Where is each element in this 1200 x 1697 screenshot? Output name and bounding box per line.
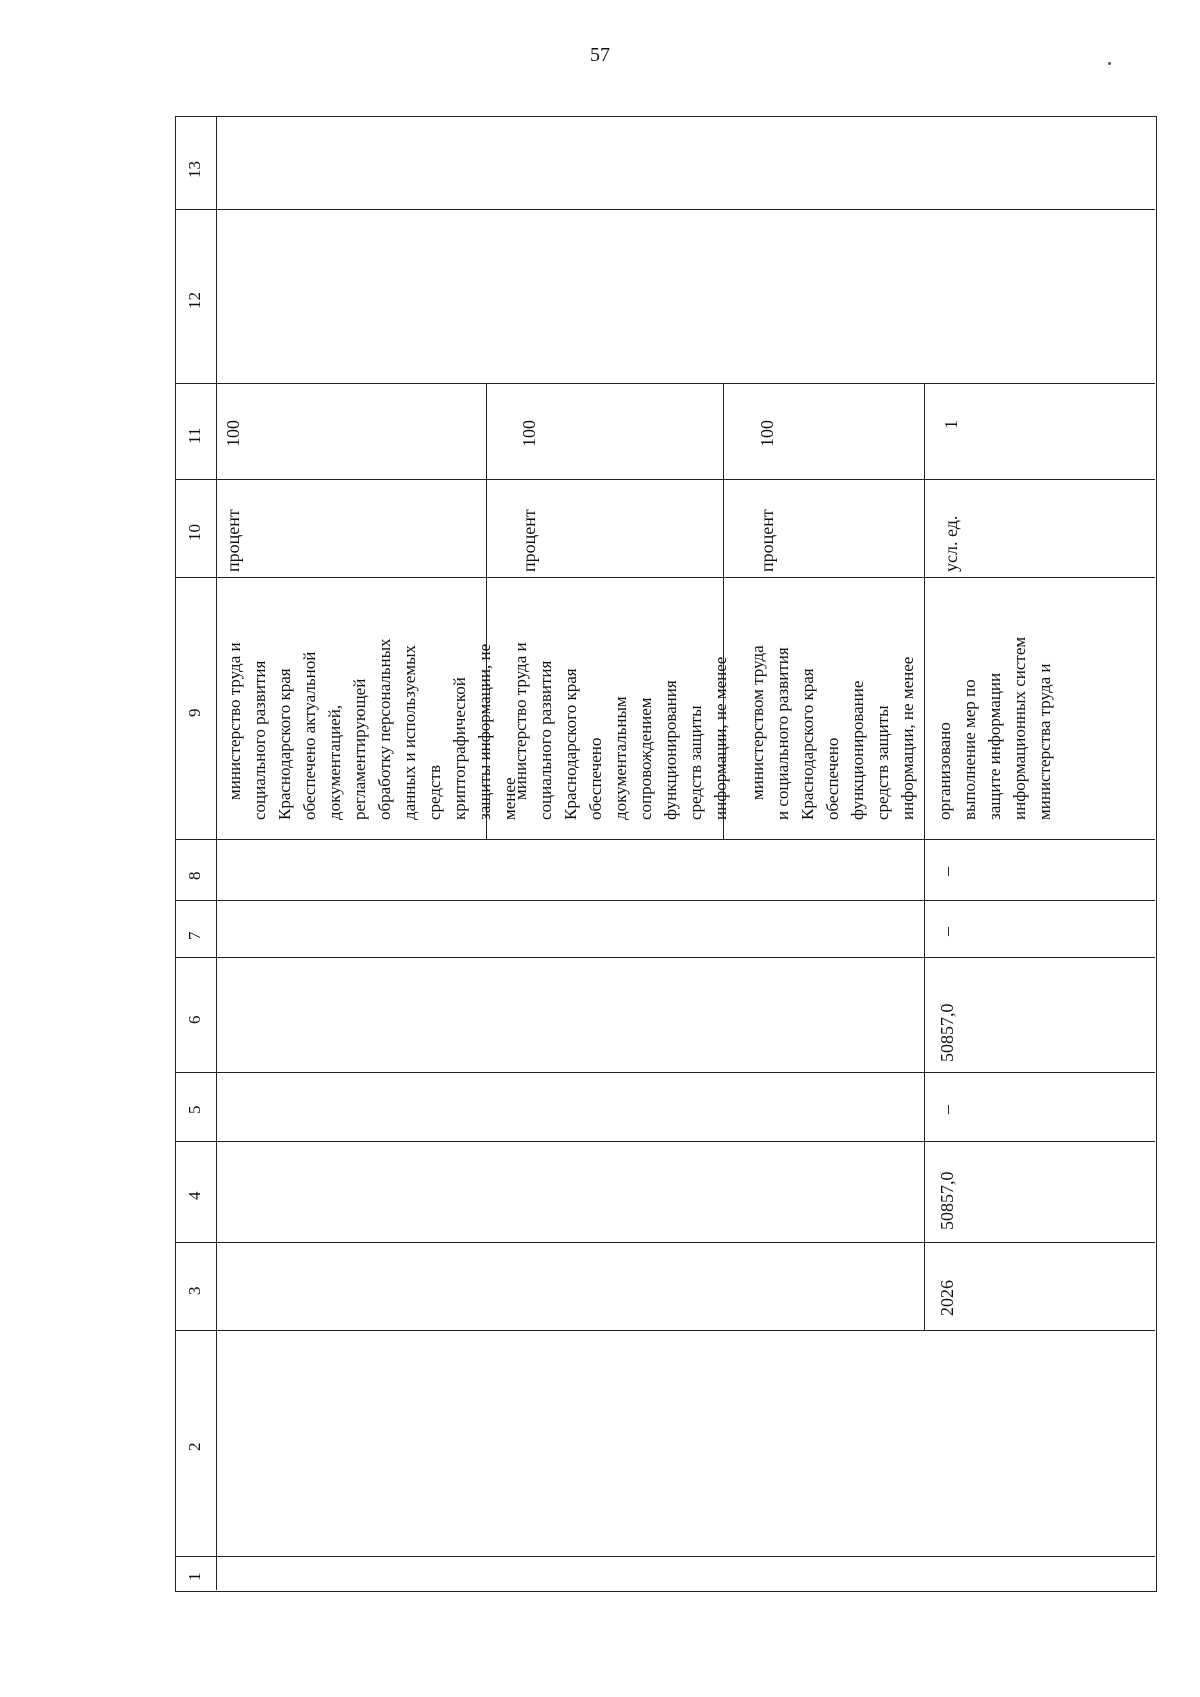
row4-col9-text bbox=[932, 637, 1057, 820]
col-8-7-border bbox=[175, 900, 1155, 901]
row1-col9-line: обеспечено актуальной bbox=[300, 651, 319, 820]
row3-col9-line: функционирование bbox=[848, 680, 867, 820]
row2-col9-line: Краснодарского края bbox=[561, 668, 580, 820]
col-6-5-border bbox=[175, 1072, 1155, 1073]
row1-col10: процент bbox=[223, 509, 243, 572]
row3-col9-line: и социального развития bbox=[773, 647, 792, 820]
col-header-5: 5 bbox=[185, 1105, 204, 1114]
row4-col5-dash: – bbox=[937, 1105, 957, 1114]
row2-col9-line: информации, не менее bbox=[711, 656, 730, 820]
col-header-12: 12 bbox=[185, 292, 204, 309]
row2-col9-line: средств защиты bbox=[686, 705, 705, 820]
col-header-13: 13 bbox=[185, 161, 204, 178]
col-header-11: 11 bbox=[185, 427, 204, 444]
row1-col9-line: обработку персональных bbox=[375, 638, 394, 820]
row2-col9-line: социального развития bbox=[536, 660, 555, 820]
row1-col9-line: менее bbox=[500, 777, 519, 820]
col-7-6-border bbox=[175, 957, 1155, 958]
col-header-3: 3 bbox=[185, 1286, 204, 1295]
row2-col9-text bbox=[508, 642, 733, 820]
row4-col9-line: организовано bbox=[935, 722, 954, 820]
col-header-4: 4 bbox=[185, 1191, 204, 1200]
row1-col9-line: средств bbox=[425, 764, 444, 820]
row3-col9-text bbox=[745, 645, 920, 820]
row1-col9-line: Краснодарского края bbox=[275, 668, 294, 820]
row3-col9-line: информации, не менее bbox=[898, 656, 917, 820]
col-header-9: 9 bbox=[185, 708, 204, 717]
row2-col9-line: министерство труда и bbox=[511, 642, 530, 800]
col-3-2-border bbox=[175, 1330, 1155, 1331]
row4-col11: 1 bbox=[941, 420, 961, 429]
row4-col7-dash: – bbox=[937, 927, 957, 936]
row4-col9-line: министерства труда и bbox=[1035, 663, 1054, 820]
row4-col3-year: 2026 bbox=[937, 1280, 957, 1316]
col-11-10-border bbox=[175, 479, 1155, 480]
row3-col9-line: министерством труда bbox=[748, 645, 767, 800]
header-separator bbox=[216, 116, 217, 1590]
row4-col10: усл. ед. bbox=[941, 515, 961, 572]
table-border bbox=[175, 116, 1157, 1592]
row1-col11: 100 bbox=[223, 420, 243, 447]
row1-col9-line: министерство труда и bbox=[225, 642, 244, 800]
row4-col4-amount: 50857,0 bbox=[937, 1171, 957, 1230]
row3-col9-line: Краснодарского края bbox=[798, 668, 817, 820]
row1-col9-line: данных и используемых bbox=[400, 644, 419, 820]
row3-col11: 100 bbox=[757, 420, 777, 447]
col-9-8-border bbox=[175, 839, 1155, 840]
row4-col9-line: информационных систем bbox=[1010, 636, 1029, 820]
col-12-11-border bbox=[175, 383, 1155, 384]
col-header-8: 8 bbox=[185, 871, 204, 880]
row3-col9-line: обеспечено bbox=[823, 737, 842, 820]
col-header-7: 7 bbox=[185, 931, 204, 940]
col-header-10: 10 bbox=[185, 524, 204, 541]
row1-col9-text bbox=[222, 638, 522, 820]
row2-col11: 100 bbox=[519, 420, 539, 447]
row1-col9-line: документацией, bbox=[325, 704, 344, 820]
col-header-1: 1 bbox=[185, 1572, 204, 1581]
col-13-12-border bbox=[175, 209, 1155, 210]
row1-col9-line: защиты информации, не bbox=[475, 643, 494, 820]
col-4-3-border bbox=[175, 1242, 1155, 1243]
rotated-data-table bbox=[175, 116, 1157, 1592]
row3-col10: процент bbox=[757, 509, 777, 572]
row2-col10: процент bbox=[519, 509, 539, 572]
col-5-4-border bbox=[175, 1141, 1155, 1142]
row-sep-3-4 bbox=[924, 383, 925, 1330]
row2-col9-line: функционирования bbox=[661, 680, 680, 820]
row2-col9-line: обеспечено bbox=[586, 737, 605, 820]
row4-col9-line: выполнение мер по bbox=[960, 679, 979, 820]
row4-col8-dash: – bbox=[937, 867, 957, 876]
row2-col9-line: документальным bbox=[611, 696, 630, 820]
row3-col9-line: средств защиты bbox=[873, 705, 892, 820]
row1-col9-line: регламентирующей bbox=[350, 678, 369, 820]
row1-col9-line: социального развития bbox=[250, 660, 269, 820]
row4-col6-amount: 50857,0 bbox=[937, 1003, 957, 1062]
col-header-2: 2 bbox=[185, 1442, 204, 1451]
row1-col9-line: криптографической bbox=[450, 677, 469, 820]
row2-col9-line: сопровождением bbox=[636, 697, 655, 820]
col-2-1-border bbox=[175, 1556, 1155, 1557]
col-10-9-border bbox=[175, 577, 1155, 578]
page-number: 57 bbox=[590, 44, 610, 66]
col-header-6: 6 bbox=[185, 1015, 204, 1024]
row4-col9-line: защите информации bbox=[985, 672, 1004, 820]
scan-speck bbox=[1108, 62, 1111, 65]
